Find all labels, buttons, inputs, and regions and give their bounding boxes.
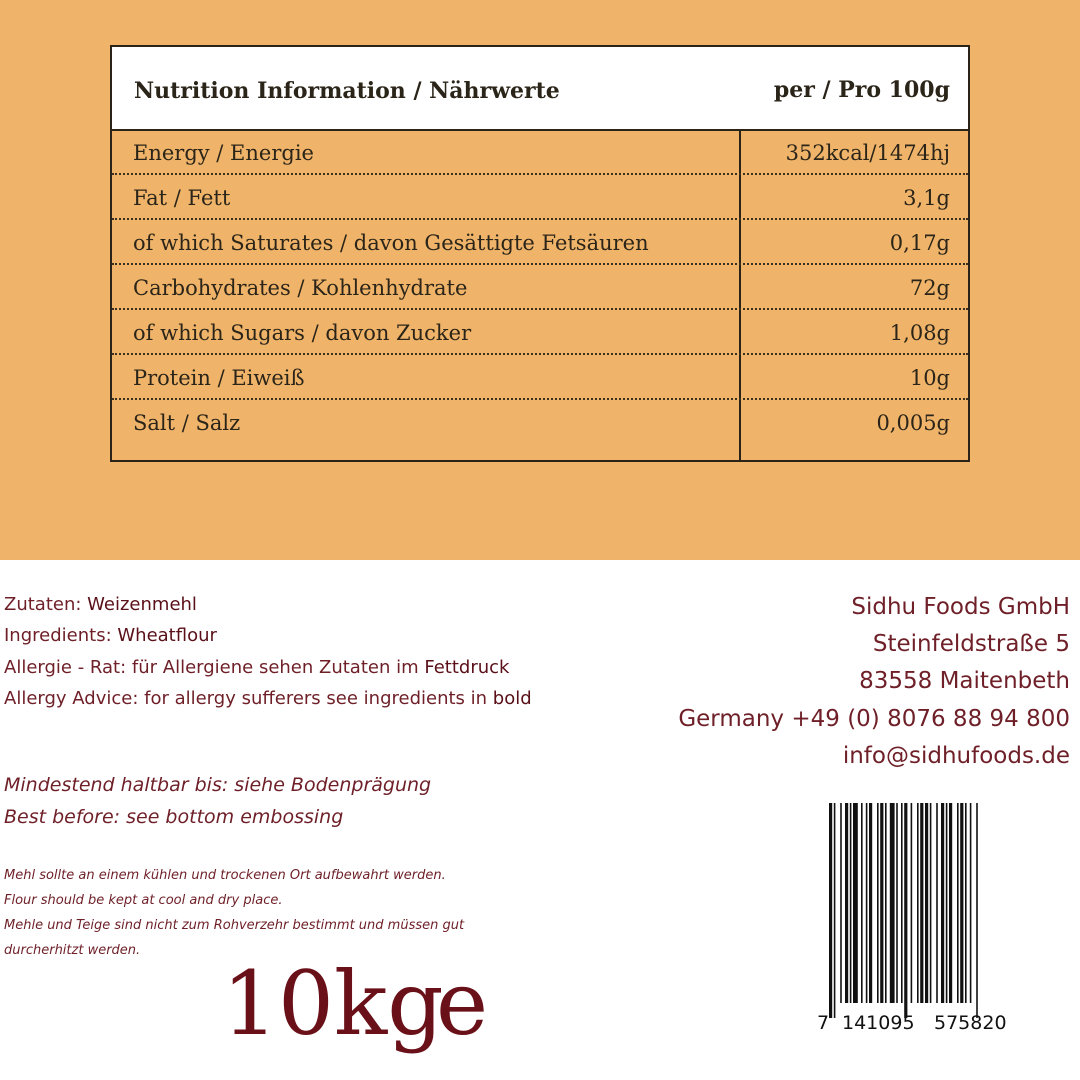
nutrition-table-header <box>112 47 968 131</box>
barcode-bar <box>946 803 948 1003</box>
table-row <box>112 311 968 355</box>
barcode-bar <box>829 803 832 1018</box>
table-row <box>112 266 968 310</box>
barcode-bar <box>869 803 872 1003</box>
best-before-en: Best before: see bottom embossing <box>4 806 344 828</box>
allergy-advice-de-text: Allergie - Rat: für Allergiene sehen Zutaten im <box>4 657 425 678</box>
row-divider <box>112 263 968 265</box>
ingredients-en-line <box>4 625 217 646</box>
allergy-advice-en-text: Allergy Advice: for allergy sufferers see ingredients in <box>4 688 493 709</box>
barcode-bar <box>917 803 919 1003</box>
barcode-bar <box>850 803 852 1003</box>
storage-note-en: Flour should be kept at cool and dry place. <box>4 893 283 908</box>
nutrient-label: Salt / Salz <box>133 411 241 435</box>
table-row <box>112 176 968 220</box>
barcode-bar <box>840 803 842 1003</box>
allergy-advice-en <box>4 688 532 709</box>
nutrient-label: Protein / Eiweiß <box>133 366 305 390</box>
barcode-bar <box>970 803 972 1003</box>
barcode-bar <box>896 803 898 1003</box>
table-row <box>112 356 968 400</box>
barcode-bar <box>976 803 978 1018</box>
barcode-bar <box>941 803 944 1003</box>
company-street: Steinfeldstraße 5 <box>872 631 1070 657</box>
row-divider <box>112 173 968 175</box>
barcode-bar <box>911 803 913 1003</box>
raw-consumption-warning-cont: durcherhitzt werden. <box>4 943 141 958</box>
company-name: Sidhu Foods GmbH <box>851 594 1070 620</box>
nutrient-value: 0,17g <box>889 231 950 255</box>
barcode-bar <box>960 803 963 1003</box>
estimated-sign: e <box>436 952 489 1055</box>
storage-note-de: Mehl sollte an einem kühlen und trockenen Ort aufbewahrt werden. <box>4 868 446 883</box>
barcode-bar <box>904 803 907 1018</box>
nutrient-label: Carbohydrates / Kohlenhydrate <box>133 276 468 300</box>
company-city: 83558 Maitenbeth <box>859 668 1070 694</box>
barcode-bar <box>930 803 932 1003</box>
ingredients-de-line <box>4 594 197 615</box>
barcode-bar <box>866 803 868 1003</box>
best-before-de: Mindestend haltbar bis: siehe Bodenprägung <box>4 774 432 796</box>
barcode-bar <box>880 803 883 1003</box>
barcode-bar <box>925 803 928 1003</box>
allergy-advice-de <box>4 657 509 678</box>
nutrition-table-title: Nutrition Information / Nährwerte <box>134 78 560 104</box>
nutrient-value: 10g <box>909 366 950 390</box>
nutrient-value: 0,005g <box>876 411 950 435</box>
net-weight: 10kg <box>222 952 444 1055</box>
nutrient-value: 72g <box>909 276 950 300</box>
row-divider <box>112 308 968 310</box>
nutrient-label: of which Sugars / davon Zucker <box>133 321 472 345</box>
barcode-bar <box>936 803 938 1003</box>
company-email: info@sidhufoods.de <box>842 743 1070 769</box>
barcode-left-digits: 141095 <box>842 1012 915 1034</box>
nutrient-value: 352kcal/1474hj <box>785 141 950 165</box>
barcode-bar <box>834 803 836 1018</box>
ingredients-de-label: Zutaten: <box>4 594 88 615</box>
ingredients-en-label: Ingredients: <box>4 625 118 646</box>
barcode-bar <box>949 803 952 1003</box>
nutrient-value: 3,1g <box>903 186 950 210</box>
barcode <box>815 803 1030 1035</box>
table-row <box>112 221 968 265</box>
barcode-bar <box>853 803 858 1003</box>
ingredients-de-value: Weizenmehl <box>87 594 197 615</box>
row-divider <box>112 218 968 220</box>
barcode-bar <box>890 803 895 1003</box>
company-phone: Germany +49 (0) 8076 88 94 800 <box>678 706 1070 732</box>
nutrient-label: Energy / Energie <box>133 141 314 165</box>
barcode-first-digit: 7 <box>817 1012 830 1034</box>
barcode-bar <box>920 803 923 1003</box>
nutrition-per-label: per / Pro 100g <box>773 77 950 103</box>
barcode-bar <box>901 803 903 1003</box>
nutrient-label: of which Saturates / davon Gesättigte Fetsäuren <box>133 231 649 255</box>
barcode-bar <box>861 803 863 1003</box>
row-divider <box>112 353 968 355</box>
row-divider <box>112 398 968 400</box>
nutrient-value: 1,08g <box>889 321 950 345</box>
barcode-bar <box>957 803 959 1003</box>
table-row <box>112 131 968 175</box>
table-row <box>112 401 968 445</box>
nutrient-label: Fat / Fett <box>133 186 231 210</box>
barcode-bar <box>965 803 967 1003</box>
allergy-advice-en-bold: bold <box>492 688 532 709</box>
barcode-bar <box>885 803 887 1003</box>
raw-consumption-warning: Mehle und Teige sind nicht zum Rohverzehr bestimmt und müssen gut <box>4 918 465 933</box>
nutrition-table <box>110 45 970 462</box>
barcode-bar <box>877 803 879 1003</box>
allergy-advice-de-bold: Fettdruck <box>424 657 510 678</box>
ingredients-en-value: Wheatflour <box>117 625 217 646</box>
barcode-right-digits: 575820 <box>934 1012 1007 1034</box>
barcode-bar <box>845 803 848 1003</box>
